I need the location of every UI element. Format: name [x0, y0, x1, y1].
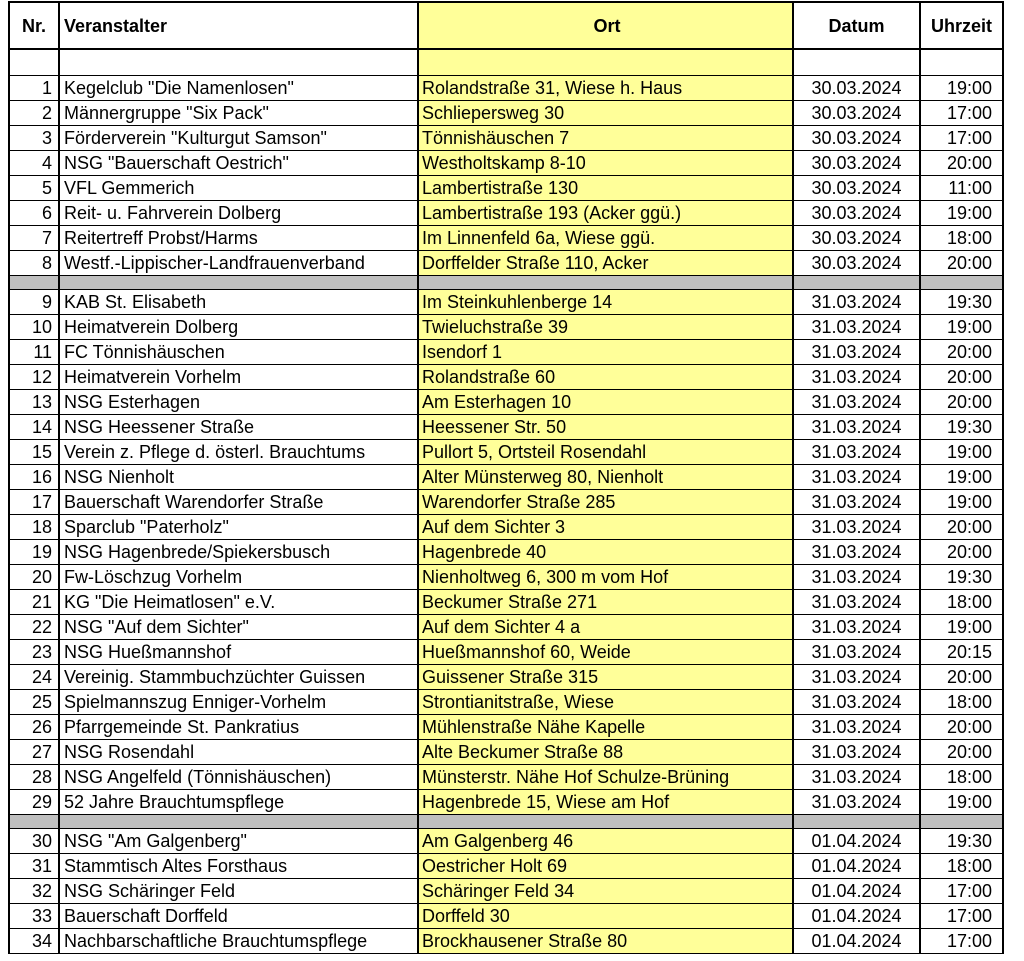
cell-datum: 30.03.2024 [792, 226, 919, 250]
cell-ort: Twieluchstraße 39 [417, 315, 792, 339]
cell-uhrzeit: 20:00 [919, 390, 1004, 414]
cell-uhrzeit: 18:00 [919, 690, 1004, 714]
cell-datum: 31.03.2024 [792, 415, 919, 439]
table-row [8, 440, 1004, 465]
cell-datum: 31.03.2024 [792, 765, 919, 789]
table-row [8, 365, 1004, 390]
header-uhrzeit: Uhrzeit [919, 3, 1004, 48]
cell-uhrzeit: 19:30 [919, 565, 1004, 589]
table-row [8, 340, 1004, 365]
cell-veranstalter: Bauerschaft Dorffeld [58, 904, 417, 928]
cell-ort: Rolandstraße 60 [417, 365, 792, 389]
cell-nr: 25 [8, 690, 58, 714]
cell-veranstalter: Bauerschaft Warendorfer Straße [58, 490, 417, 514]
cell-nr: 26 [8, 715, 58, 739]
header-ort: Ort [417, 3, 792, 48]
cell-nr: 21 [8, 590, 58, 614]
cell-uhrzeit: 17:00 [919, 101, 1004, 125]
cell-nr: 6 [8, 201, 58, 225]
cell-datum: 31.03.2024 [792, 290, 919, 314]
cell-ort: Im Steinkuhlenberge 14 [417, 290, 792, 314]
cell-datum: 31.03.2024 [792, 790, 919, 814]
cell-datum: 31.03.2024 [792, 440, 919, 464]
cell-veranstalter: NSG "Bauerschaft Oestrich" [58, 151, 417, 175]
empty-cell [417, 815, 792, 828]
table-row [8, 490, 1004, 515]
cell-datum: 31.03.2024 [792, 340, 919, 364]
cell-uhrzeit: 19:00 [919, 615, 1004, 639]
empty-cell [58, 815, 417, 828]
cell-ort: Brockhausener Straße 80 [417, 929, 792, 953]
cell-uhrzeit: 19:30 [919, 829, 1004, 853]
empty-cell [8, 815, 58, 828]
cell-veranstalter: Männergruppe "Six Pack" [58, 101, 417, 125]
table-row [8, 290, 1004, 315]
cell-nr: 9 [8, 290, 58, 314]
cell-uhrzeit: 19:00 [919, 490, 1004, 514]
table-row [8, 829, 1004, 854]
cell-datum: 31.03.2024 [792, 715, 919, 739]
cell-veranstalter: KAB St. Elisabeth [58, 290, 417, 314]
table-row [8, 929, 1004, 954]
cell-ort: Im Linnenfeld 6a, Wiese ggü. [417, 226, 792, 250]
empty-cell [8, 50, 58, 75]
cell-veranstalter: Verein z. Pflege d. österl. Brauchtums [58, 440, 417, 464]
cell-nr: 28 [8, 765, 58, 789]
table-row [8, 176, 1004, 201]
table-header [8, 1, 1004, 50]
cell-veranstalter: Reitertreff Probst/Harms [58, 226, 417, 250]
table-row [8, 126, 1004, 151]
cell-datum: 31.03.2024 [792, 640, 919, 664]
empty-cell [792, 815, 919, 828]
cell-nr: 7 [8, 226, 58, 250]
cell-nr: 22 [8, 615, 58, 639]
cell-ort: Hagenbrede 15, Wiese am Hof [417, 790, 792, 814]
cell-uhrzeit: 18:00 [919, 226, 1004, 250]
cell-nr: 30 [8, 829, 58, 853]
cell-veranstalter: NSG Heessener Straße [58, 415, 417, 439]
cell-veranstalter: Kegelclub "Die Namenlosen" [58, 76, 417, 100]
cell-nr: 13 [8, 390, 58, 414]
cell-nr: 14 [8, 415, 58, 439]
cell-veranstalter: FC Tönnishäuschen [58, 340, 417, 364]
cell-uhrzeit: 17:00 [919, 929, 1004, 953]
cell-nr: 3 [8, 126, 58, 150]
cell-veranstalter: NSG Schäringer Feld [58, 879, 417, 903]
cell-uhrzeit: 20:00 [919, 340, 1004, 364]
table-row [8, 665, 1004, 690]
table-row [8, 101, 1004, 126]
cell-veranstalter: Sparclub "Paterholz" [58, 515, 417, 539]
table-row [8, 151, 1004, 176]
cell-veranstalter: Stammtisch Altes Forsthaus [58, 854, 417, 878]
cell-datum: 30.03.2024 [792, 101, 919, 125]
table-row [8, 540, 1004, 565]
table-row [8, 640, 1004, 665]
cell-uhrzeit: 19:00 [919, 440, 1004, 464]
empty-cell [417, 276, 792, 289]
cell-uhrzeit: 18:00 [919, 590, 1004, 614]
table-row [8, 465, 1004, 490]
cell-veranstalter: Pfarrgemeinde St. Pankratius [58, 715, 417, 739]
cell-veranstalter: NSG Angelfeld (Tönnishäuschen) [58, 765, 417, 789]
cell-nr: 34 [8, 929, 58, 953]
header-veranstalter: Veranstalter [58, 3, 417, 48]
cell-ort: Alte Beckumer Straße 88 [417, 740, 792, 764]
cell-veranstalter: Nachbarschaftliche Brauchtumspflege [58, 929, 417, 953]
cell-ort: Hueßmannshof 60, Weide [417, 640, 792, 664]
cell-ort: Nienholtweg 6, 300 m vom Hof [417, 565, 792, 589]
cell-uhrzeit: 18:00 [919, 854, 1004, 878]
cell-ort: Rolandstraße 31, Wiese h. Haus [417, 76, 792, 100]
cell-datum: 31.03.2024 [792, 540, 919, 564]
cell-ort: Hagenbrede 40 [417, 540, 792, 564]
cell-ort: Heessener Str. 50 [417, 415, 792, 439]
cell-veranstalter: Heimatverein Vorhelm [58, 365, 417, 389]
cell-nr: 19 [8, 540, 58, 564]
cell-ort: Dorffeld 30 [417, 904, 792, 928]
empty-cell [417, 50, 792, 75]
cell-nr: 17 [8, 490, 58, 514]
cell-ort: Mühlenstraße Nähe Kapelle [417, 715, 792, 739]
cell-veranstalter: Fw-Löschzug Vorhelm [58, 565, 417, 589]
cell-nr: 18 [8, 515, 58, 539]
cell-uhrzeit: 19:30 [919, 415, 1004, 439]
table-row [8, 415, 1004, 440]
cell-ort: Strontianitstraße, Wiese [417, 690, 792, 714]
cell-ort: Beckumer Straße 271 [417, 590, 792, 614]
cell-nr: 24 [8, 665, 58, 689]
cell-uhrzeit: 11:00 [919, 176, 1004, 200]
cell-ort: Oestricher Holt 69 [417, 854, 792, 878]
cell-datum: 31.03.2024 [792, 490, 919, 514]
cell-nr: 12 [8, 365, 58, 389]
cell-nr: 5 [8, 176, 58, 200]
cell-uhrzeit: 20:00 [919, 251, 1004, 275]
cell-veranstalter: Westf.-Lippischer-Landfrauenverband [58, 251, 417, 275]
table-row [8, 315, 1004, 340]
empty-cell [58, 276, 417, 289]
cell-nr: 11 [8, 340, 58, 364]
table-row [8, 615, 1004, 640]
cell-nr: 2 [8, 101, 58, 125]
cell-datum: 30.03.2024 [792, 201, 919, 225]
cell-ort: Guissener Straße 315 [417, 665, 792, 689]
cell-uhrzeit: 19:00 [919, 76, 1004, 100]
cell-veranstalter: Förderverein "Kulturgut Samson" [58, 126, 417, 150]
cell-datum: 30.03.2024 [792, 126, 919, 150]
cell-uhrzeit: 17:00 [919, 904, 1004, 928]
cell-veranstalter: 52 Jahre Brauchtumspflege [58, 790, 417, 814]
cell-ort: Warendorfer Straße 285 [417, 490, 792, 514]
empty-cell [8, 276, 58, 289]
cell-uhrzeit: 20:00 [919, 540, 1004, 564]
table-row [8, 226, 1004, 251]
cell-datum: 31.03.2024 [792, 465, 919, 489]
cell-ort: Lambertistraße 130 [417, 176, 792, 200]
cell-uhrzeit: 19:00 [919, 465, 1004, 489]
cell-veranstalter: NSG Nienholt [58, 465, 417, 489]
table-row [8, 790, 1004, 815]
cell-veranstalter: NSG "Auf dem Sichter" [58, 615, 417, 639]
empty-cell [792, 276, 919, 289]
cell-ort: Am Esterhagen 10 [417, 390, 792, 414]
cell-uhrzeit: 20:00 [919, 515, 1004, 539]
cell-uhrzeit: 19:00 [919, 201, 1004, 225]
date-separator [8, 276, 1004, 290]
cell-datum: 31.03.2024 [792, 590, 919, 614]
cell-veranstalter: Heimatverein Dolberg [58, 315, 417, 339]
cell-datum: 31.03.2024 [792, 515, 919, 539]
cell-ort: Isendorf 1 [417, 340, 792, 364]
empty-cell [919, 50, 1004, 75]
cell-uhrzeit: 20:00 [919, 715, 1004, 739]
cell-datum: 01.04.2024 [792, 879, 919, 903]
cell-ort: Westholtskamp 8-10 [417, 151, 792, 175]
empty-cell [919, 815, 1004, 828]
table-row [8, 251, 1004, 276]
table-row [8, 565, 1004, 590]
cell-datum: 30.03.2024 [792, 151, 919, 175]
cell-nr: 15 [8, 440, 58, 464]
cell-uhrzeit: 19:00 [919, 790, 1004, 814]
cell-ort: Pullort 5, Ortsteil Rosendahl [417, 440, 792, 464]
cell-veranstalter: NSG Hagenbrede/Spiekersbusch [58, 540, 417, 564]
cell-datum: 31.03.2024 [792, 315, 919, 339]
cell-nr: 16 [8, 465, 58, 489]
cell-nr: 31 [8, 854, 58, 878]
cell-uhrzeit: 20:00 [919, 740, 1004, 764]
cell-uhrzeit: 19:30 [919, 290, 1004, 314]
cell-datum: 31.03.2024 [792, 690, 919, 714]
cell-ort: Schliepersweg 30 [417, 101, 792, 125]
event-table [8, 1, 1004, 961]
cell-nr: 10 [8, 315, 58, 339]
table-row [8, 879, 1004, 904]
cell-datum: 31.03.2024 [792, 740, 919, 764]
cell-datum: 01.04.2024 [792, 929, 919, 953]
cell-datum: 31.03.2024 [792, 365, 919, 389]
cell-veranstalter: NSG Rosendahl [58, 740, 417, 764]
table-row [8, 904, 1004, 929]
header-datum: Datum [792, 3, 919, 48]
table-row [8, 201, 1004, 226]
cell-datum: 31.03.2024 [792, 615, 919, 639]
cell-nr: 27 [8, 740, 58, 764]
cell-uhrzeit: 19:00 [919, 315, 1004, 339]
cell-datum: 30.03.2024 [792, 176, 919, 200]
cell-datum: 31.03.2024 [792, 665, 919, 689]
cell-veranstalter: NSG "Am Galgenberg" [58, 829, 417, 853]
cell-uhrzeit: 20:15 [919, 640, 1004, 664]
cell-ort: Auf dem Sichter 3 [417, 515, 792, 539]
cell-datum: 31.03.2024 [792, 390, 919, 414]
cell-nr: 8 [8, 251, 58, 275]
cell-ort: Am Galgenberg 46 [417, 829, 792, 853]
cell-nr: 23 [8, 640, 58, 664]
cell-ort: Alter Münsterweg 80, Nienholt [417, 465, 792, 489]
table-row [8, 765, 1004, 790]
cell-veranstalter: VFL Gemmerich [58, 176, 417, 200]
cell-nr: 33 [8, 904, 58, 928]
cell-ort: Tönnishäuschen 7 [417, 126, 792, 150]
table-row [8, 690, 1004, 715]
cell-datum: 01.04.2024 [792, 854, 919, 878]
cell-ort: Lambertistraße 193 (Acker ggü.) [417, 201, 792, 225]
cell-ort: Dorffelder Straße 110, Acker [417, 251, 792, 275]
cell-uhrzeit: 17:00 [919, 879, 1004, 903]
table-row [8, 515, 1004, 540]
cell-veranstalter: NSG Esterhagen [58, 390, 417, 414]
empty-cell [792, 50, 919, 75]
cell-veranstalter: KG "Die Heimatlosen" e.V. [58, 590, 417, 614]
cell-ort: Auf dem Sichter 4 a [417, 615, 792, 639]
cell-veranstalter: NSG Hueßmannshof [58, 640, 417, 664]
table-row [8, 740, 1004, 765]
cell-veranstalter: Reit- u. Fahrverein Dolberg [58, 201, 417, 225]
table-row [8, 715, 1004, 740]
cell-ort: Münsterstr. Nähe Hof Schulze-Brüning [417, 765, 792, 789]
date-separator [8, 815, 1004, 829]
cell-uhrzeit: 20:00 [919, 151, 1004, 175]
cell-datum: 30.03.2024 [792, 76, 919, 100]
cell-uhrzeit: 20:00 [919, 665, 1004, 689]
empty-cell [919, 276, 1004, 289]
cell-nr: 1 [8, 76, 58, 100]
cell-datum: 01.04.2024 [792, 829, 919, 853]
table-row [8, 390, 1004, 415]
table-row [8, 590, 1004, 615]
cell-uhrzeit: 17:00 [919, 126, 1004, 150]
cell-uhrzeit: 18:00 [919, 765, 1004, 789]
cell-datum: 30.03.2024 [792, 251, 919, 275]
cell-datum: 31.03.2024 [792, 565, 919, 589]
cell-nr: 4 [8, 151, 58, 175]
cell-uhrzeit: 20:00 [919, 365, 1004, 389]
table-row [8, 76, 1004, 101]
cell-nr: 20 [8, 565, 58, 589]
cell-nr: 29 [8, 790, 58, 814]
cell-datum: 01.04.2024 [792, 904, 919, 928]
header-nr: Nr. [8, 3, 58, 48]
cell-veranstalter: Spielmannszug Enniger-Vorhelm [58, 690, 417, 714]
empty-cell [58, 50, 417, 75]
spacer-row [8, 50, 1004, 76]
cell-nr: 32 [8, 879, 58, 903]
table-row [8, 854, 1004, 879]
cell-ort: Schäringer Feld 34 [417, 879, 792, 903]
cell-veranstalter: Vereinig. Stammbuchzüchter Guissen [58, 665, 417, 689]
